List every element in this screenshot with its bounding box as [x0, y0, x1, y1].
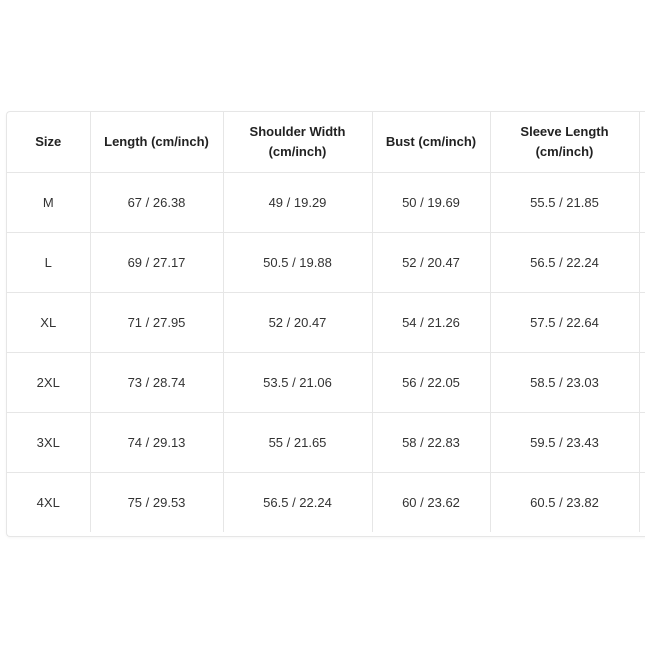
cell-length: 73 / 28.74 [90, 353, 223, 413]
cell-length: 67 / 26.38 [90, 173, 223, 233]
cell-length: 71 / 27.95 [90, 293, 223, 353]
cell-sleeve-length: 58.5 / 23.03 [490, 353, 639, 413]
size-chart-table [7, 112, 645, 532]
cell-size: M [7, 173, 90, 233]
header-sleeve-length: Sleeve Length (cm/inch) [490, 112, 639, 173]
cell-shoulder-width: 50.5 / 19.88 [223, 233, 372, 293]
cell-size: 3XL [7, 413, 90, 473]
header-length: Length (cm/inch) [90, 112, 223, 173]
cell-bust: 52 / 20.47 [372, 233, 490, 293]
cell-size: 4XL [7, 473, 90, 533]
cell-shoulder-width: 56.5 / 22.24 [223, 473, 372, 533]
cell-sleeve-length: 57.5 / 22.64 [490, 293, 639, 353]
header-truncated-column [639, 112, 645, 173]
cell-truncated [639, 173, 645, 233]
size-chart-container [6, 111, 645, 537]
cell-truncated [639, 473, 645, 533]
cell-bust: 58 / 22.83 [372, 413, 490, 473]
cell-shoulder-width: 49 / 19.29 [223, 173, 372, 233]
cell-shoulder-width: 55 / 21.65 [223, 413, 372, 473]
table-header-row [7, 112, 645, 173]
table-row [7, 293, 645, 353]
cell-truncated [639, 353, 645, 413]
header-size: Size [7, 112, 90, 173]
cell-bust: 50 / 19.69 [372, 173, 490, 233]
cell-truncated [639, 413, 645, 473]
table-row [7, 233, 645, 293]
cell-length: 75 / 29.53 [90, 473, 223, 533]
cell-sleeve-length: 56.5 / 22.24 [490, 233, 639, 293]
table-row [7, 413, 645, 473]
header-shoulder-width: Shoulder Width (cm/inch) [223, 112, 372, 173]
cell-sleeve-length: 60.5 / 23.82 [490, 473, 639, 533]
cell-size: L [7, 233, 90, 293]
cell-length: 74 / 29.13 [90, 413, 223, 473]
cell-length: 69 / 27.17 [90, 233, 223, 293]
cell-bust: 60 / 23.62 [372, 473, 490, 533]
cell-truncated [639, 233, 645, 293]
cell-truncated [639, 293, 645, 353]
table-row [7, 353, 645, 413]
table-row [7, 173, 645, 233]
table-row [7, 473, 645, 533]
cell-sleeve-length: 55.5 / 21.85 [490, 173, 639, 233]
cell-shoulder-width: 53.5 / 21.06 [223, 353, 372, 413]
header-bust: Bust (cm/inch) [372, 112, 490, 173]
cell-size: 2XL [7, 353, 90, 413]
cell-size: XL [7, 293, 90, 353]
cell-bust: 54 / 21.26 [372, 293, 490, 353]
cell-shoulder-width: 52 / 20.47 [223, 293, 372, 353]
cell-bust: 56 / 22.05 [372, 353, 490, 413]
cell-sleeve-length: 59.5 / 23.43 [490, 413, 639, 473]
